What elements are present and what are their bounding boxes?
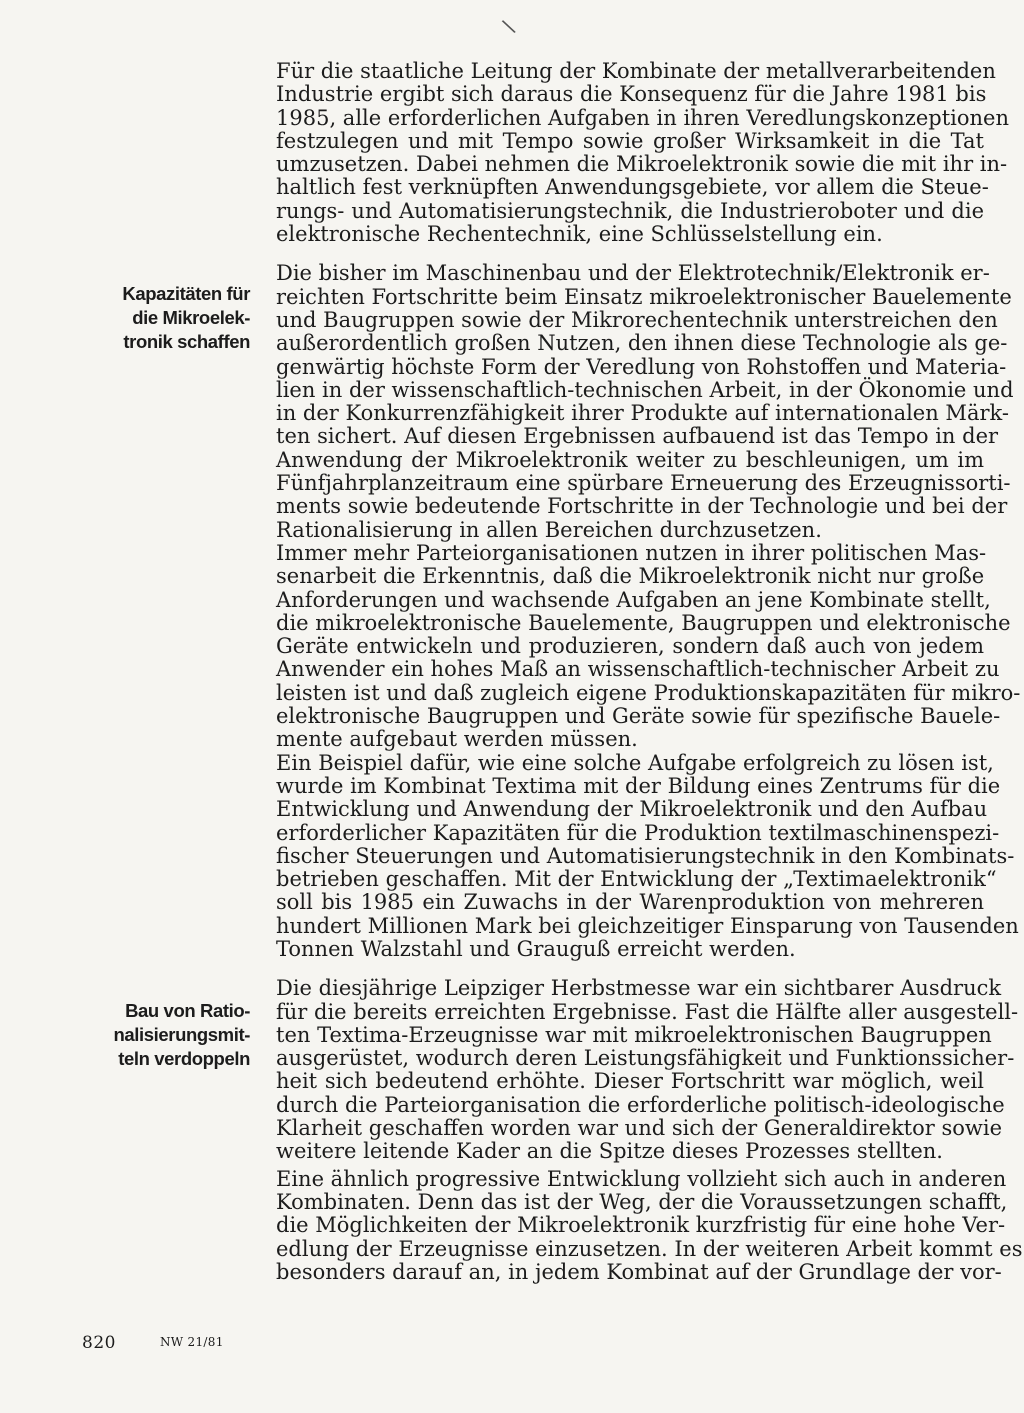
text-line: Eine ähnlich progressive Entwicklung vollzieht sich auch in anderen xyxy=(276,1166,1007,1191)
text-line: lien in der wissenschaftlich-technischen Arbeit, in der Ökonomie und xyxy=(276,377,1014,402)
text-line: die Möglichkeiten der Mikroelektronik kurzfristig für eine hohe Ver- xyxy=(276,1213,1006,1238)
text-line: in der Konkurrenzfähigkeit ihrer Produkte auf internationalen Märk- xyxy=(276,401,1009,426)
page-number: 820 xyxy=(82,1333,116,1353)
heading-line: die Mikroelek- xyxy=(132,307,250,328)
text-line: ten sichert. Auf diesen Ergebnissen aufbauend ist das Tempo in der xyxy=(276,424,999,449)
text-line: mente aufgebaut werden müssen. xyxy=(276,727,638,752)
text-line: soll bis 1985 ein Zuwachs in der Warenproduktion von mehreren xyxy=(276,890,984,915)
paragraph-intro xyxy=(276,59,1010,247)
text-line: elektronische Baugruppen und Geräte sowie für spezifische Bauele- xyxy=(276,704,1001,729)
text-line: edlung der Erzeugnisse einzusetzen. In der weiteren Arbeit kommt es xyxy=(276,1236,1023,1261)
text-line: wurde im Kombinat Textima mit der Bildung eines Zentrums für die xyxy=(276,773,1001,798)
issue-code: NW 21/81 xyxy=(160,1335,224,1349)
text-line: und Baugruppen sowie der Mikrorechentechnik unterstreichen den xyxy=(276,307,998,332)
text-line: festzulegen und mit Tempo sowie großer Wirksamkeit in die Tat xyxy=(276,128,984,153)
text-line: Klarheit geschaffen worden war und sich der Generaldirektor sowie xyxy=(276,1116,1003,1141)
text-line: außerordentlich großen Nutzen, den ihnen diese Technologie als ge- xyxy=(276,331,1008,356)
text-line: besonders darauf an, in jedem Kombinat auf der Grundlage der vor- xyxy=(276,1259,1002,1284)
text-line: Anforderungen und wachsende Aufgaben an jene Kombinate stellt, xyxy=(276,587,991,612)
text-block-capacities xyxy=(276,261,1021,961)
text-line: ten Textima-Erzeugnisse war mit mikroelektronischen Baugruppen xyxy=(276,1022,992,1047)
text-line: Tonnen Walzstahl und Grauguß erreicht werden. xyxy=(276,936,796,961)
text-line: heit sich bedeutend erhöhte. Dieser Fortschritt war möglich, weil xyxy=(276,1069,984,1094)
text-line: haltlich fest verknüpften Anwendungsgebiete, vor allem die Steue- xyxy=(276,175,989,200)
paragraph-party-organisations xyxy=(276,540,1021,752)
text-line: reichten Fortschritte beim Einsatz mikroelektronischer Bauelemente xyxy=(276,284,1012,309)
text-line: Die diesjährige Leipziger Herbstmesse war ein sichtbarer Ausdruck xyxy=(276,976,1002,1001)
side-heading-rationalisation xyxy=(100,999,250,1071)
text-line: Entwicklung und Anwendung der Mikroelektronik und den Aufbau xyxy=(276,797,988,822)
paragraph-progress xyxy=(276,261,1014,542)
text-line: umzusetzen. Dabei nehmen die Mikroelektronik sowie die mit ihr in- xyxy=(276,152,1008,177)
text-line: Immer mehr Parteiorganisationen nutzen in ihrer politischen Mas- xyxy=(276,540,987,565)
text-line: Für die staatliche Leitung der Kombinate der metallverarbeitenden xyxy=(276,59,996,83)
text-line: hundert Millionen Mark bei gleichzeitiger Einsparung von Tausenden xyxy=(276,913,1019,938)
text-line: die mikroelektronische Bauelemente, Baugruppen und elektronische xyxy=(276,610,1011,635)
heading-line: Kapazitäten für xyxy=(122,283,250,304)
side-heading-capacities xyxy=(100,282,250,354)
text-line: für die bereits erreichten Ergebnisse. Fast die Hälfte aller ausgestell- xyxy=(276,999,1019,1024)
paragraph-textima-example xyxy=(276,750,1019,962)
text-line: erforderlicher Kapazitäten für die Produktion textilmaschinenspezi- xyxy=(276,820,1000,845)
text-line: Anwendung der Mikroelektronik weiter zu beschleunigen, um im xyxy=(276,447,984,472)
heading-line: Bau von Ratio- xyxy=(125,1000,250,1021)
text-line: fischer Steuerungen und Automatisierungstechnik in den Kombinats- xyxy=(276,843,1015,868)
paragraph-other-combines xyxy=(276,1166,1023,1284)
text-line: Fünfjahrplanzeitraum eine spürbare Erneuerung des Erzeugnissorti- xyxy=(276,471,1011,496)
text-line: ausgerüstet, wodurch deren Leistungsfähigkeit und Funktionssicher- xyxy=(276,1046,1015,1071)
text-line: leisten ist und daß zugleich eigene Produktionskapazitäten für mikro- xyxy=(276,680,1021,705)
text-line: Kombinaten. Denn das ist der Weg, der die Voraussetzungen schafft, xyxy=(276,1189,1008,1214)
heading-line: tronik schaffen xyxy=(123,331,250,352)
main-text-column xyxy=(276,59,1023,1284)
text-line: senarbeit die Erkenntnis, daß die Mikroelektronik nicht nur große xyxy=(276,564,985,589)
text-block-rationalisation xyxy=(276,976,1023,1284)
text-line: Anwender ein hohes Maß an wissenschaftlich-technischer Arbeit zu xyxy=(276,657,1000,682)
text-line: weitere leitende Kader an die Spitze dieses Prozesses stellten. xyxy=(276,1139,943,1164)
text-line: Geräte entwickeln und produzieren, sondern daß auch von jedem xyxy=(276,634,984,659)
heading-line: nalisierungsmit- xyxy=(113,1024,250,1045)
text-line: Die bisher im Maschinenbau und der Elektrotechnik/Elektronik er- xyxy=(276,261,990,286)
text-line: rungs- und Automatisierungstechnik, die Industrieroboter und die xyxy=(276,198,984,223)
text-line: 1985, alle erforderlichen Aufgaben in ihren Veredlungskonzeptionen xyxy=(276,105,1010,130)
text-line: Industrie ergibt sich daraus die Konsequenz für die Jahre 1981 bis xyxy=(276,82,987,107)
heading-line: teln verdoppeln xyxy=(118,1048,250,1069)
paragraph-leipzig-fair xyxy=(276,976,1019,1164)
text-line: Ein Beispiel dafür, wie eine solche Aufgabe erfolgreich zu lösen ist, xyxy=(276,750,994,775)
text-line: betrieben geschaffen. Mit der Entwicklung der „Textimaelektronik“ xyxy=(276,867,997,892)
text-line: genwärtig höchste Form der Veredlung von Rohstoffen und Materia- xyxy=(276,354,1007,379)
text-line: durch die Parteiorganisation die erforderliche politisch-ideologische xyxy=(276,1092,1005,1117)
stray-mark: \ xyxy=(499,13,518,39)
text-block-intro xyxy=(276,59,1010,247)
text-line: elektronische Rechentechnik, eine Schlüsselstellung ein. xyxy=(276,222,883,247)
text-line: ments sowie bedeutende Fortschritte in der Technologie und bei der xyxy=(276,494,1008,519)
text-line: Rationalisierung in allen Bereichen durchzusetzen. xyxy=(276,517,822,542)
